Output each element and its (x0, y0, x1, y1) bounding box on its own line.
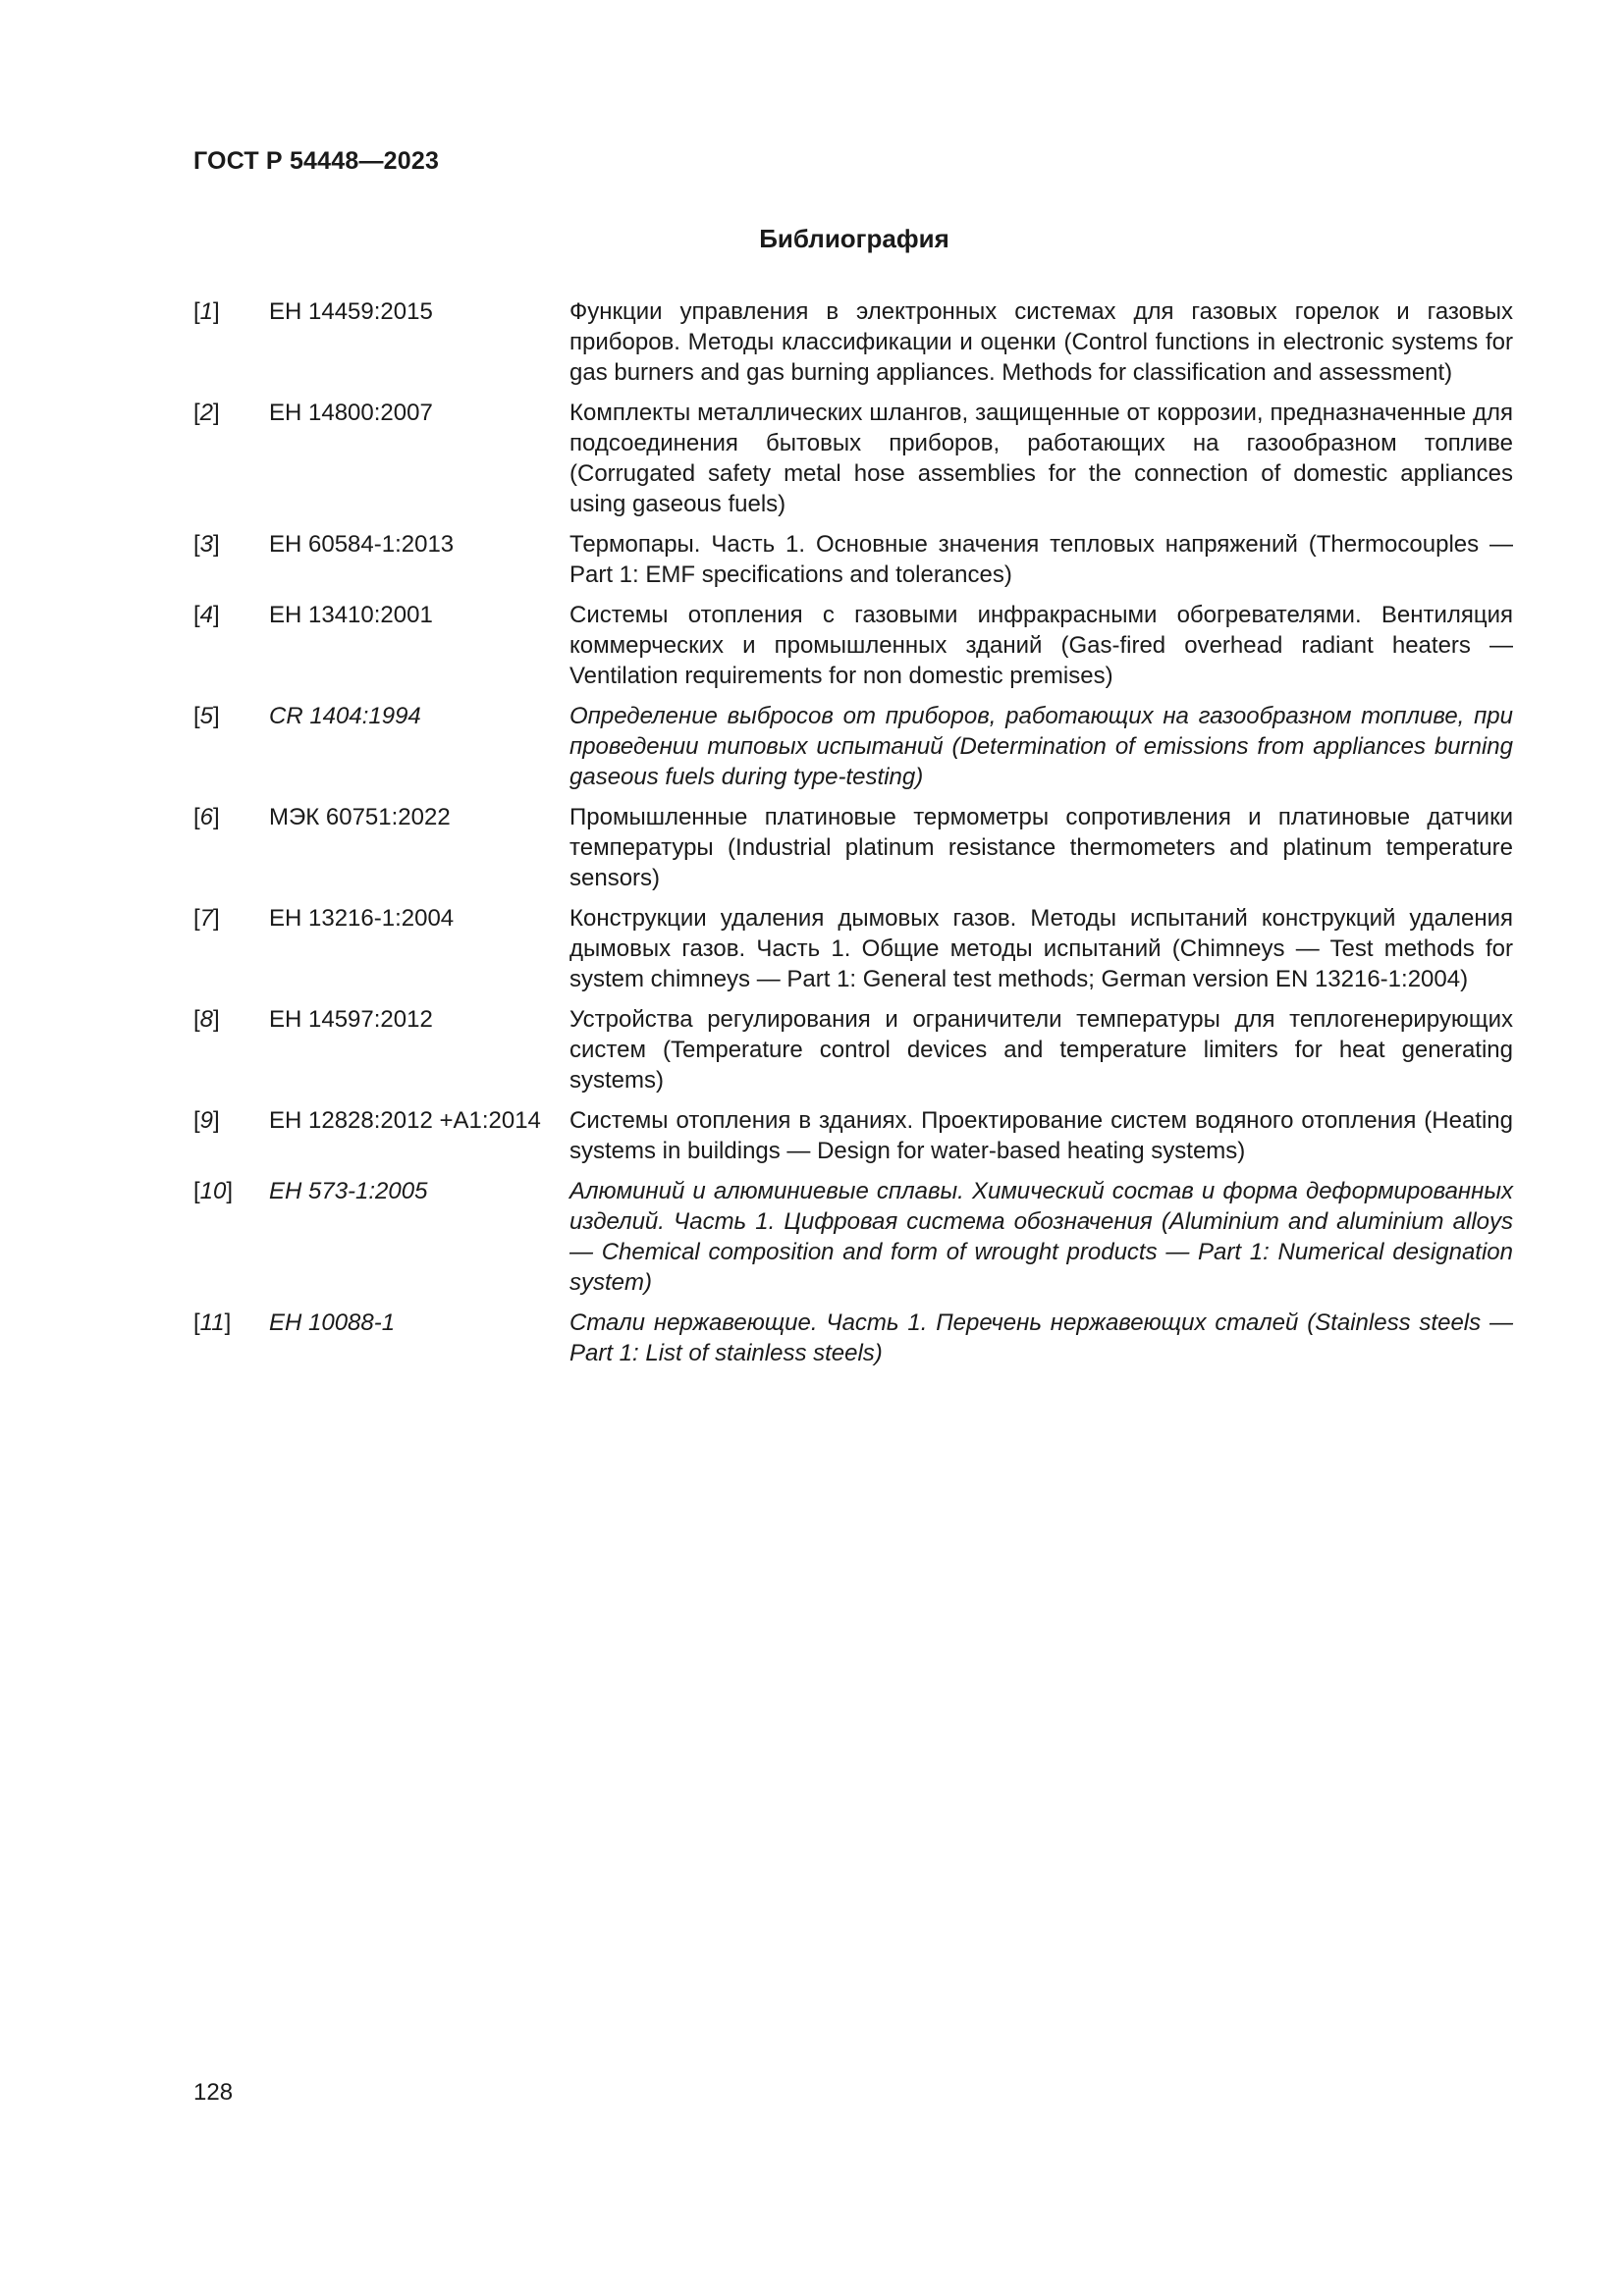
entry-standard-code: CR 1404:1994 (269, 703, 421, 729)
entry-standard-code: ЕН 573-1:2005 (269, 1178, 428, 1204)
entry-number: [9] (193, 1107, 220, 1134)
entry-number: [11] (193, 1309, 232, 1336)
entry-number: [1] (193, 298, 220, 325)
bibliography-entry (193, 903, 1519, 994)
entry-title: Системы отопления в зданиях. Проектирование систем водяного отопления (Heating systems in buildings — Design for water-based heating systems) (569, 1107, 1513, 1164)
entry-title: Определение выбросов от приборов, работающих на газообразном топливе, при проведении типовых испытаний (Determination of emissions from appliances burning gaseous fuels during type-testing) (569, 703, 1513, 790)
bibliography-entry (193, 1308, 1519, 1368)
bibliography-entry (193, 296, 1519, 388)
section-title: Библиография (759, 224, 949, 253)
entry-standard-code: ЕН 60584-1:2013 (269, 531, 455, 558)
entry-standard-code: ЕН 14459:2015 (269, 298, 433, 325)
entry-number: [5] (193, 703, 220, 729)
bibliography-list (193, 296, 1519, 1378)
entry-title: Алюминий и алюминиевые сплавы. Химический состав и форма деформированных изделий. Часть 1. Цифровая система обозначения (Aluminium and aluminium alloys — Chemical composition and form of wrought products — Part 1: Numerical designation system) (569, 1178, 1513, 1296)
bibliography-entry (193, 529, 1519, 590)
entry-number: [4] (193, 602, 220, 628)
entry-standard-code: ЕН 13410:2001 (269, 602, 433, 628)
entry-title: Конструкции удаления дымовых газов. Методы испытаний конструкций удаления дымовых газов. Часть 1. Общие методы испытаний (Chimneys — Test methods for system chimneys — Part 1: General test methods; German version EN 13216-1:2004) (569, 905, 1513, 992)
entry-title: Устройства регулирования и ограничители температуры для теплогенерирующих систем (Temperature control devices and temperature limiters for heat generating systems) (569, 1006, 1513, 1094)
entry-title: Промышленные платиновые термометры сопротивления и платиновые датчики температуры (Industrial platinum resistance thermometers and platinum temperature sensors) (569, 804, 1513, 891)
bibliography-entry (193, 701, 1519, 792)
document-code-header: ГОСТ Р 54448—2023 (193, 147, 440, 175)
entry-number: [6] (193, 804, 220, 830)
entry-title: Комплекты металлических шлангов, защищенные от коррозии, предназначенные для подсоединения бытовых приборов, работающих на газообразном топливе (Corrugated safety metal hose assemblies for the connection of domestic appliances using gaseous fuels) (569, 400, 1513, 517)
entry-standard-code: МЭК 60751:2022 (269, 804, 451, 830)
bibliography-entry (193, 1004, 1519, 1095)
entry-number: [10] (193, 1178, 234, 1204)
entry-number: [3] (193, 531, 220, 558)
entry-number: [8] (193, 1006, 220, 1033)
bibliography-entry (193, 398, 1519, 519)
entry-title: Системы отопления с газовыми инфракрасными обогревателями. Вентиляция коммерческих и промышленных зданий (Gas-fired overhead radiant heaters — Ventilation requirements for non domestic premises) (569, 602, 1513, 689)
bibliography-entry (193, 1105, 1519, 1166)
bibliography-entry (193, 1176, 1519, 1298)
entry-title: Стали нержавеющие. Часть 1. Перечень нержавеющих сталей (Stainless steels — Part 1: List of stainless steels) (569, 1309, 1513, 1366)
page-number: 128 (193, 2079, 234, 2106)
entry-number: [7] (193, 905, 220, 932)
entry-standard-code: ЕН 12828:2012 +A1:2014 (269, 1107, 541, 1134)
entry-standard-code: ЕН 14800:2007 (269, 400, 433, 426)
bibliography-entry (193, 802, 1519, 893)
entry-number: [2] (193, 400, 220, 426)
entry-standard-code: ЕН 14597:2012 (269, 1006, 433, 1033)
entry-standard-code: ЕН 10088-1 (269, 1309, 396, 1336)
entry-title: Функции управления в электронных системах для газовых горелок и газовых приборов. Методы классификации и оценки (Control functions in electronic systems for gas burners and gas burning appliances. Methods for classification and assessment) (569, 298, 1513, 386)
entry-title: Термопары. Часть 1. Основные значения тепловых напряжений (Thermocouples — Part 1: EMF specifications and tolerances) (569, 531, 1513, 588)
entry-standard-code: ЕН 13216-1:2004 (269, 905, 455, 932)
bibliography-entry (193, 600, 1519, 691)
